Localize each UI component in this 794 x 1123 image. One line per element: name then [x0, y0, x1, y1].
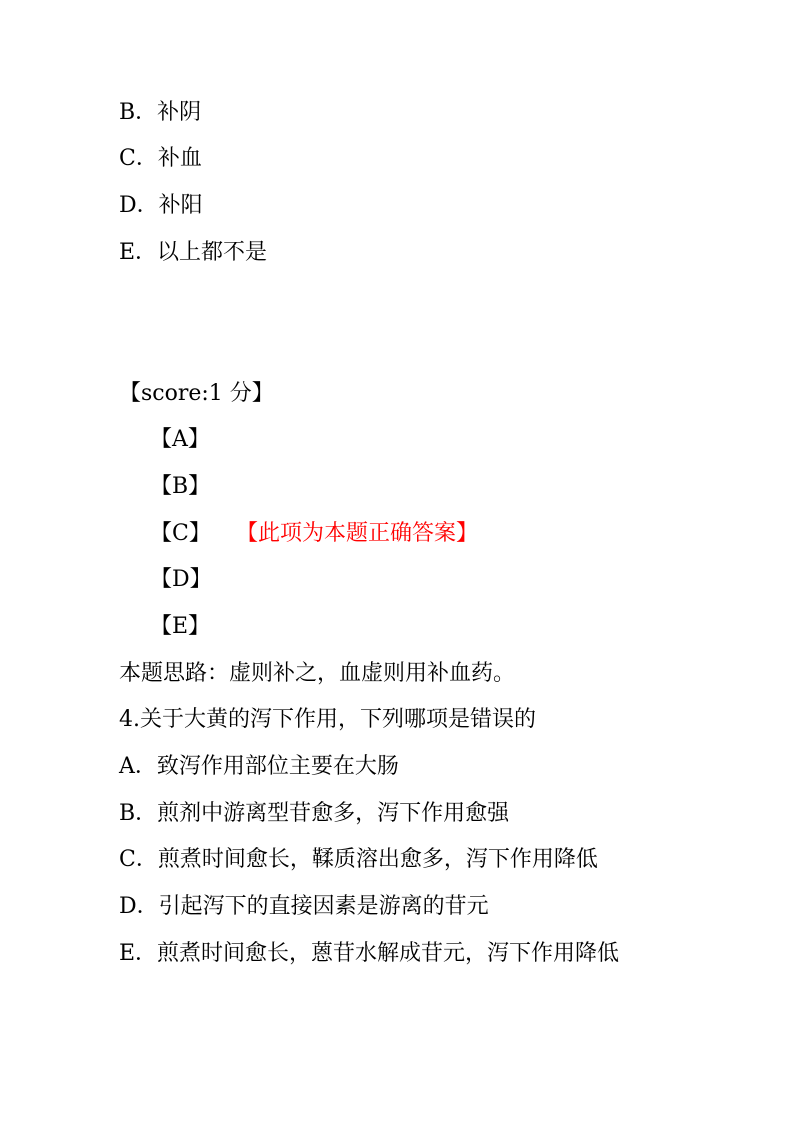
option-e-prev: E．以上都不是 — [119, 240, 268, 265]
answer-d: 【D】 — [150, 567, 212, 592]
question-4-option-a: A．致泻作用部位主要在大肠 — [119, 754, 399, 779]
question-4-option-d: D．引起泻下的直接因素是游离的苷元 — [119, 894, 489, 919]
answer-a: 【A】 — [150, 427, 210, 452]
answer-c — [150, 520, 211, 548]
question-4-option-c: C．煎煮时间愈长，鞣质溶出愈多，泻下作用降低 — [119, 847, 598, 872]
option-c-prev: C．补血 — [119, 146, 202, 171]
question-4-option-e: E．煎煮时间愈长，蒽苷水解成苷元，泻下作用降低 — [119, 941, 620, 966]
explanation-text: 本题思路：虚则补之，血虚则用补血药。 — [119, 661, 516, 686]
question-4-stem: 4.关于大黄的泻下作用，下列哪项是错误的 — [119, 707, 536, 732]
correct-answer-note: 【此项为本题正确答案】 — [236, 521, 479, 546]
question-4-option-b: B．煎剂中游离型苷愈多，泻下作用愈强 — [119, 801, 510, 826]
answer-e: 【E】 — [150, 614, 211, 639]
score-label: 【score:1 分】 — [119, 381, 274, 406]
answer-c-label: 【C】 — [150, 521, 211, 546]
option-b-prev: B．补阴 — [119, 100, 202, 125]
answer-b: 【B】 — [150, 474, 211, 499]
option-d-prev: D．补阳 — [119, 193, 203, 218]
